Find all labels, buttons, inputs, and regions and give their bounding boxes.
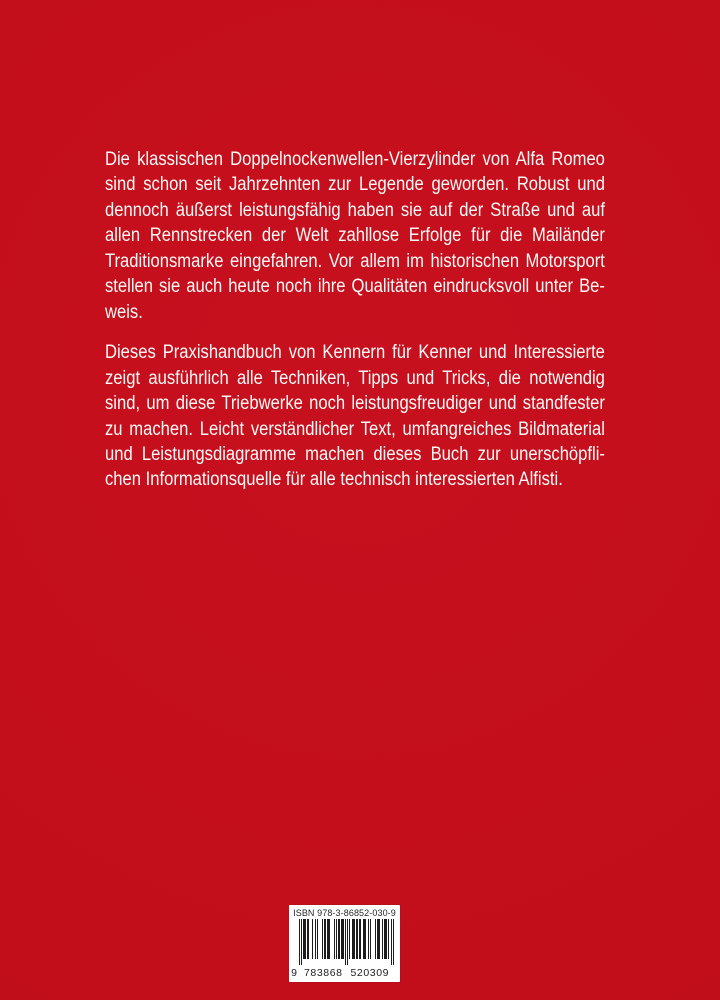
blurb-line: allen Rennstrecken der Welt zahllose Erfolge für die Mailänder (105, 225, 605, 247)
ean-first-digit: 9 (291, 967, 297, 977)
barcode-box (289, 905, 400, 982)
ean-left-digits: 783868 (304, 967, 342, 977)
blurb-line: dennoch äußerst leistungsfähig haben sie auf der Straße und auf (105, 199, 605, 221)
blurb-line: und Leistungsdiagramme machen dieses Buch zur unerschöpfli- (105, 443, 605, 465)
blurb-line: stellen sie auch heute noch ihre Qualitäten eindrucksvoll unter Be- (105, 276, 605, 298)
barcode-bars (299, 919, 394, 965)
blurb-line: sind schon seit Jahrzehnten zur Legende geworden. Robust und (105, 174, 605, 196)
ean-right-digits: 520309 (350, 967, 389, 977)
blurb-line: weis. (105, 301, 143, 323)
blurb-line: Traditionsmarke eingefahren. Vor allem im historischen Motorsport (105, 250, 605, 272)
blurb-line: sind, um diese Triebwerke noch leistungsfreudiger und standfester (105, 393, 605, 415)
blurb-paragraph-2 (105, 340, 605, 493)
blurb-line: chen Informationsquelle für alle technisch interessierten Alfisti. (105, 469, 563, 491)
blurb-text-block (105, 147, 605, 493)
blurb-line: zu machen. Leicht verständlicher Text, umfangreiches Bildmaterial (105, 418, 605, 440)
blurb-line: zeigt ausführlich alle Techniken, Tipps und Tricks, die notwendig (105, 367, 605, 389)
ean13-barcode (289, 919, 400, 977)
blurb-paragraph-1 (105, 147, 605, 325)
blurb-line: Dieses Praxishandbuch von Kennern für Kenner und Interessierte (105, 342, 605, 364)
isbn-label: ISBN 978-3-86852-030-9 (293, 908, 396, 918)
blurb-line: Die klassischen Doppelnockenwellen-Vierzylinder von Alfa Romeo (105, 149, 605, 170)
